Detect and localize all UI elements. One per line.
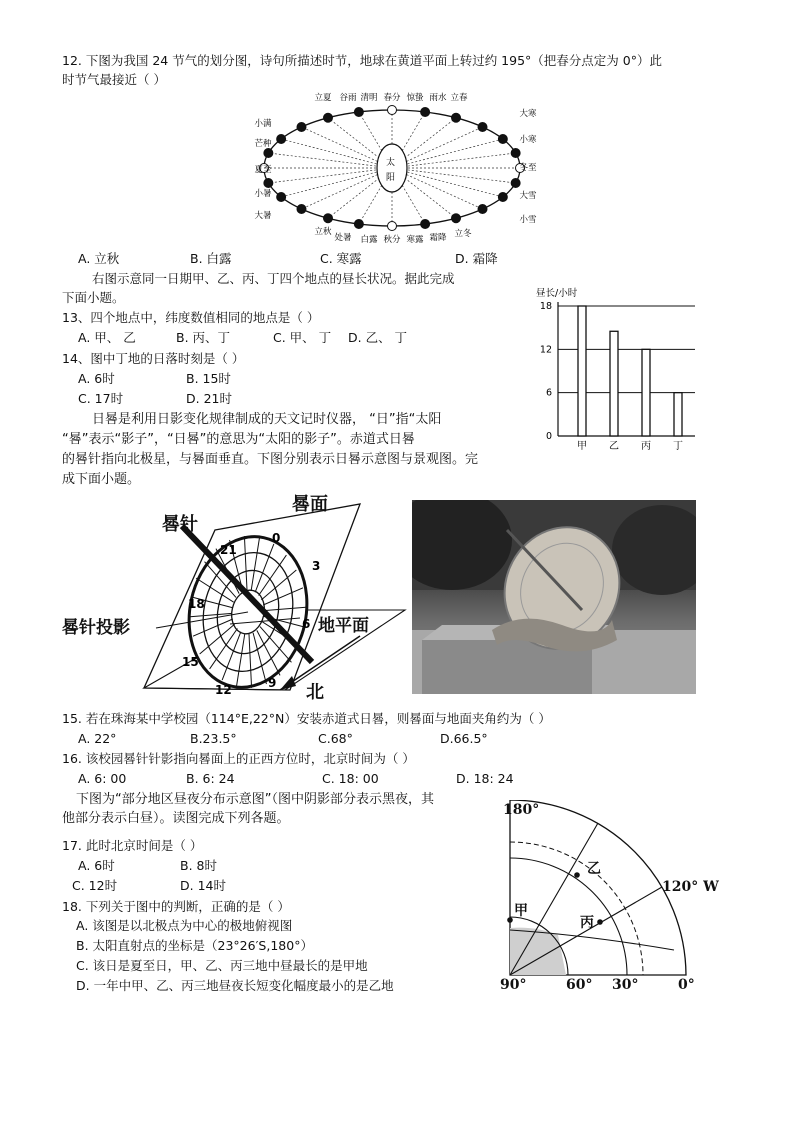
q12-option-d[interactable]: D. 霜降 (455, 251, 498, 266)
orbit-point (297, 122, 306, 131)
q14-stem: 14、图中丁地的日落时刻是（ ） (62, 351, 245, 366)
solar-term-label: 小满 (254, 119, 272, 129)
orbit-point (324, 214, 333, 223)
orbit-point (511, 179, 520, 188)
intro17-line2: 他部分表示白昼）。读图完成下列各题。 (62, 811, 290, 826)
category-label: 甲 (577, 441, 587, 452)
q14-option-b[interactable]: B. 15时 (186, 371, 231, 386)
solar-terms-diagram (245, 88, 555, 248)
q12-option-a[interactable]: A. 立秋 (78, 251, 120, 266)
q13-option-a[interactable]: A. 甲、 乙 (78, 330, 136, 345)
map-label-30: 30° (612, 977, 639, 993)
orbit-point (354, 107, 363, 116)
solar-term-label: 寒露 (406, 235, 424, 245)
orbit-point (452, 113, 461, 122)
q16-option-d[interactable]: D. 18: 24 (456, 771, 514, 786)
orbit-point (388, 222, 397, 231)
y-tick-label: 18 (539, 301, 552, 312)
hour-12: 12 (215, 683, 232, 697)
q17-option-d[interactable]: D. 14时 (180, 878, 226, 893)
q17-option-b[interactable]: B. 8时 (180, 858, 217, 873)
sun-label-2: 阳 (386, 173, 396, 183)
hour-0: 0 (272, 531, 281, 545)
q13-option-d[interactable]: D. 乙、 丁 (348, 330, 408, 345)
map-label-90: 90° (500, 977, 527, 993)
solar-term-label: 立夏 (314, 93, 332, 103)
orbit-point (421, 107, 430, 116)
solar-term-label: 小雪 (519, 215, 537, 225)
q14-option-c[interactable]: C. 17时 (78, 391, 124, 406)
category-label: 丙 (641, 441, 651, 452)
q17-option-a[interactable]: A. 6时 (78, 858, 115, 873)
q17-option-c[interactable]: C. 12时 (72, 878, 118, 893)
orbit-point (478, 205, 487, 214)
intro15-line1: 日晷是利用日影变化规律制成的天文记时仪器， “日”指“太阳 (92, 412, 442, 427)
label-shadow: 晷针投影 (62, 618, 130, 638)
orbit-point (498, 193, 507, 202)
sun-symbol (377, 144, 407, 192)
q13-option-c[interactable]: C. 甲、 丁 (273, 330, 332, 345)
bar (674, 393, 682, 436)
intro15-line3: 的晷针指向北极星，与晷面垂直。下图分别表示日晷示意图与景观图。完 (62, 452, 479, 467)
orbit-point (297, 205, 306, 214)
orbit-point (452, 214, 461, 223)
sundial-photo (412, 500, 696, 694)
map-label-yi: 乙 (587, 861, 601, 877)
solar-term-label: 秋分 (383, 235, 401, 245)
sun-label: 太 (386, 158, 396, 168)
q15-option-a[interactable]: A. 22° (78, 731, 117, 746)
solar-term-label: 芒种 (254, 139, 272, 149)
q18-option-d[interactable]: D. 一年中甲、乙、丙三地昼夜长短变化幅度最小的是乙地 (76, 978, 394, 993)
point-bing (597, 919, 603, 925)
solar-term-label: 大暑 (254, 211, 272, 221)
solar-term-label: 小寒 (519, 135, 537, 145)
bar (642, 349, 650, 436)
map-label-bing: 丙 (580, 915, 594, 931)
orbit-point (277, 193, 286, 202)
point-yi (574, 872, 580, 878)
hour-15: 15 (182, 655, 199, 669)
q12-option-c[interactable]: C. 寒露 (320, 251, 362, 266)
q13-option-b[interactable]: B. 丙、丁 (176, 330, 231, 345)
hour-9: 9 (268, 676, 277, 690)
solar-term-label: 夏至 (254, 165, 272, 175)
q12-stem-line1: 12. 下图为我国 24 节气的划分图，诗句所描述时节，地球在黄道平面上转过约 195°（把春分点定为 0°）此 (62, 53, 662, 68)
q16-option-b[interactable]: B. 6: 24 (186, 771, 235, 786)
q18-option-b[interactable]: B. 太阳直射点的坐标是（23°26′S,180°） (76, 938, 313, 953)
q17-stem: 17. 此时北京时间是（ ） (62, 838, 203, 853)
intro13-line2: 下面小题。 (62, 290, 125, 305)
orbit-point (511, 148, 520, 157)
orbit-point (498, 135, 507, 144)
y-axis-label: 昼长/小时 (536, 288, 578, 299)
orbit-point (478, 122, 487, 131)
orbit-point (277, 135, 286, 144)
q16-option-a[interactable]: A. 6: 00 (78, 771, 127, 786)
category-label: 乙 (609, 441, 619, 452)
y-tick-label: 0 (545, 431, 552, 442)
q12-stem-line2: 时节气最接近（ ） (62, 72, 166, 87)
map-label-jia: 甲 (514, 903, 528, 919)
orbit-point (354, 220, 363, 229)
solar-term-label: 立春 (450, 93, 468, 103)
day-length-chart (530, 284, 705, 454)
orbit-point (264, 179, 273, 188)
y-tick-label: 12 (539, 344, 552, 356)
hour-18: 18 (188, 597, 205, 611)
solar-term-label: 处暑 (334, 233, 352, 243)
solar-term-label: 霜降 (429, 233, 447, 243)
label-ground: 地平面 (318, 616, 369, 636)
y-tick-label: 6 (545, 387, 552, 399)
polar-day-night-map (496, 800, 746, 1000)
q15-option-c[interactable]: C.68° (318, 731, 353, 746)
solar-term-label: 清明 (360, 93, 378, 103)
q13-stem: 13、四个地点中，纬度数值相同的地点是（ ） (62, 310, 320, 325)
intro15-line4: 成下面小题。 (62, 472, 141, 487)
q14-option-a[interactable]: A. 6时 (78, 371, 115, 386)
q18-stem: 18. 下列关于图中的判断，正确的是（ ） (62, 899, 290, 914)
q12-option-b[interactable]: B. 白露 (190, 251, 232, 266)
orbit-point (324, 113, 333, 122)
intro15-line2: “晷”表示“影子”，“日晷”的意思为“太阳的影子”。赤道式日晷 (62, 432, 415, 447)
q15-option-b[interactable]: B.23.5° (190, 731, 237, 746)
hour-3: 3 (312, 559, 321, 573)
solar-term-label: 立秋 (314, 227, 332, 237)
solar-term-label: 冬至 (519, 163, 537, 173)
q18-option-c[interactable]: C. 该日是夏至日，甲、乙、丙三地中昼最长的是甲地 (76, 958, 368, 973)
label-north: 北 (306, 682, 324, 703)
bar (610, 331, 618, 436)
q18-option-a[interactable]: A. 该图是以北极点为中心的极地俯视图 (76, 918, 293, 933)
solar-term-label: 小暑 (254, 189, 272, 199)
orbit-point (388, 106, 397, 115)
map-label-0: 0° (678, 977, 695, 993)
q16-option-c[interactable]: C. 18: 00 (322, 771, 379, 786)
solar-term-label: 大寒 (519, 109, 537, 119)
solar-term-label: 谷雨 (339, 93, 357, 103)
hour-21: 21 (220, 543, 237, 557)
q14-option-d[interactable]: D. 21时 (186, 391, 232, 406)
hour-6: 6 (302, 617, 311, 631)
solar-term-label: 雨水 (429, 93, 447, 103)
q15-option-d[interactable]: D.66.5° (440, 731, 488, 746)
orbit-point (421, 220, 430, 229)
bar (578, 306, 586, 436)
q15-stem: 15. 若在珠海某中学校园（114°E,22°N）安装赤道式日晷，则晷面与地面夹角约为（ ） (62, 711, 551, 726)
solar-term-label: 春分 (383, 93, 401, 103)
solar-term-label: 惊蛰 (406, 93, 424, 103)
intro17-line1: 下图为“部分地区昼夜分布示意图”（图中阴影部分表示黑夜，其 (76, 792, 434, 807)
label-dial: 晷面 (292, 494, 328, 515)
solar-term-label: 立冬 (454, 229, 472, 239)
solar-term-label: 白露 (360, 235, 378, 245)
orbit-point (264, 148, 273, 157)
solar-term-label: 大雪 (519, 191, 537, 201)
point-jia (507, 917, 513, 923)
label-gnomon: 晷针 (162, 514, 198, 535)
q16-stem: 16. 该校园晷针针影指向晷面上的正西方位时，北京时间为（ ） (62, 751, 415, 766)
map-label-180: 180° (503, 802, 540, 818)
map-label-120w: 120° W (662, 879, 719, 895)
intro13-line1: 右图示意同一日期甲、乙、丙、丁四个地点的昼长状况。据此完成 (92, 271, 455, 286)
category-label: 丁 (673, 441, 683, 452)
map-label-60: 60° (566, 977, 593, 993)
